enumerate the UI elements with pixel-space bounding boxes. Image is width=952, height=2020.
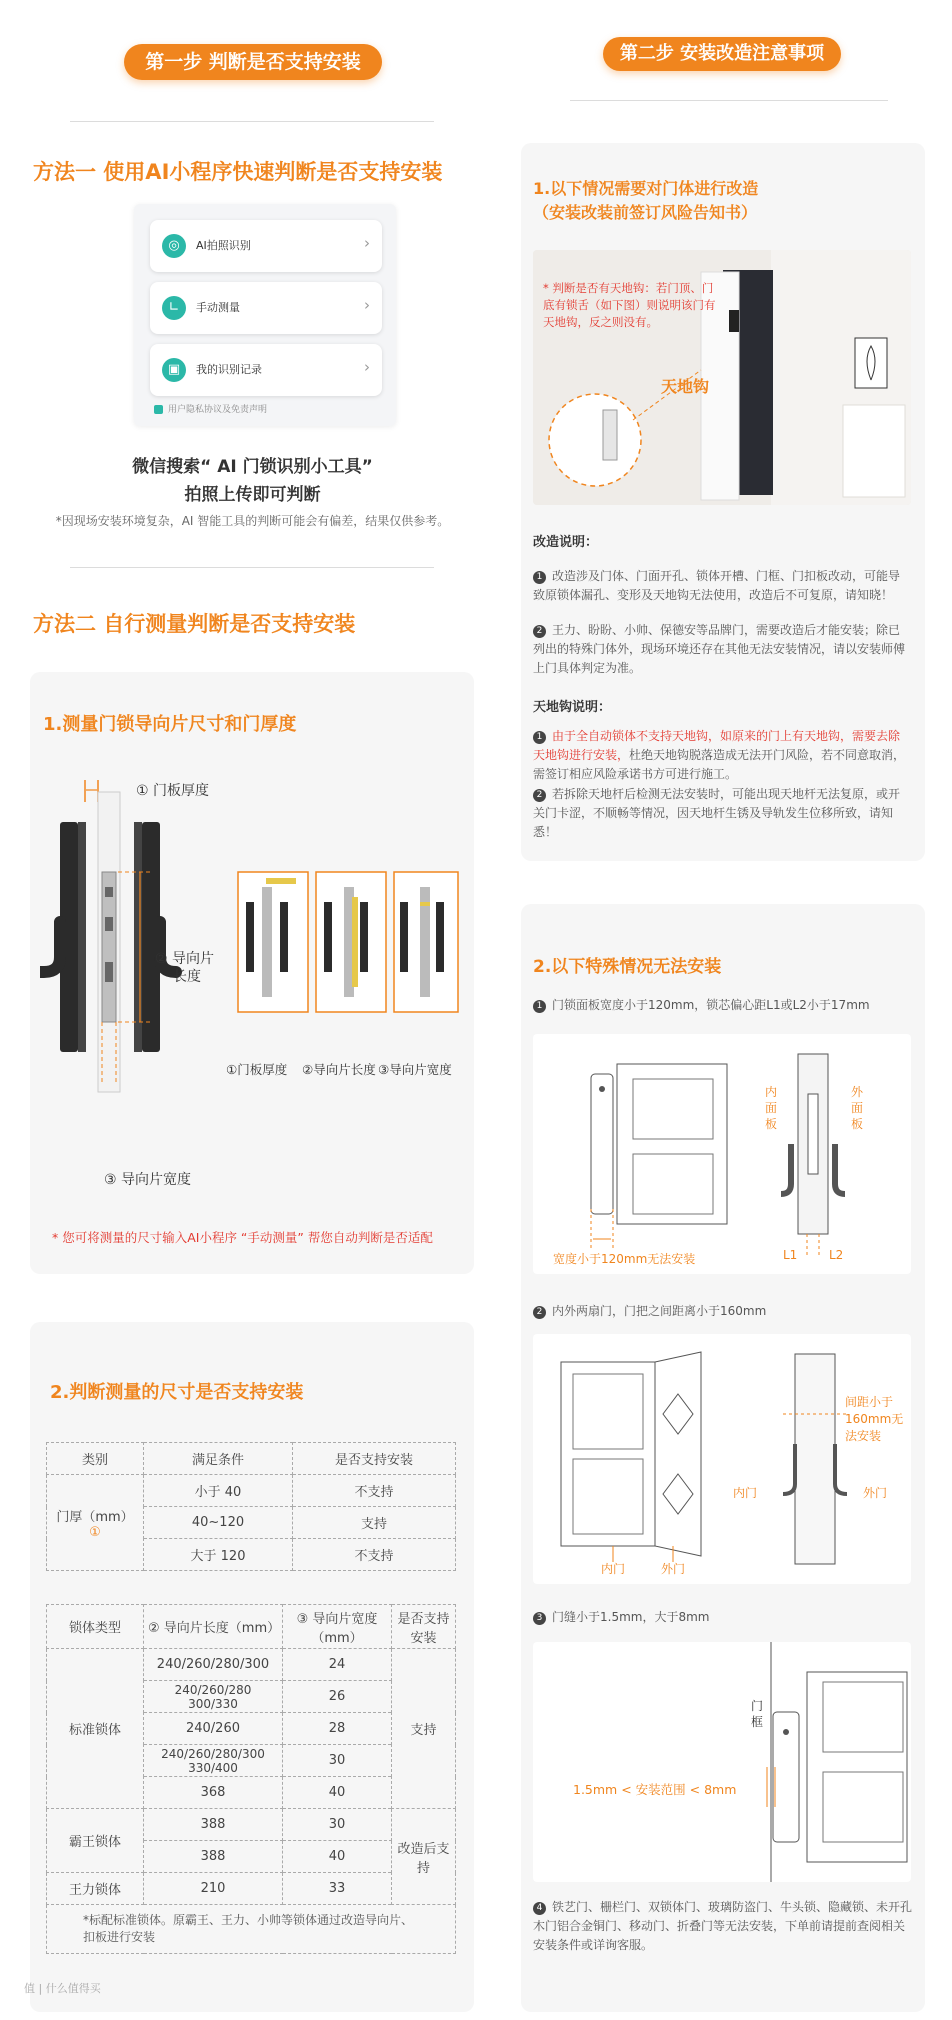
case-1-width-label: 宽度小于120mm无法安装 — [553, 1252, 696, 1266]
retrofit-title-2: （安装改装前签订风险告知书） — [533, 203, 758, 222]
case-1 — [533, 996, 913, 1015]
case-3-text: 门缝小于1.5mm，大于8mm — [552, 1610, 710, 1624]
privacy-checkbox[interactable] — [154, 405, 163, 414]
hook-item-1-red: 由于全自动锁体不支持天地钩，如原来的门上有天地钩，需要去除天地钩进行安装， — [533, 729, 901, 762]
door-gap-drawing — [533, 1642, 911, 1882]
retrofit-item-1 — [533, 567, 911, 605]
len-2: 240/260/280 300/330 — [144, 1681, 283, 1713]
case-2-inner-door: 内门 — [601, 1562, 626, 1576]
wid-2: 26 — [283, 1681, 392, 1713]
hook-item-2 — [533, 785, 911, 842]
photo-label-2: ②导向片长度 — [302, 1062, 376, 1077]
watermark: 值 | 什么值得买 — [24, 1982, 101, 1995]
measure-note: * 您可将测量的尺寸输入AI小程序 “手动测量” 帮您自动判断是否适配 — [52, 1230, 433, 1245]
type-wangli: 王力锁体 — [47, 1873, 144, 1905]
step1-pill — [124, 44, 382, 80]
photo-label-3: ③导向片宽度 — [378, 1062, 452, 1077]
method1-note: *因现场安装环境复杂，AI 智能工具的判断可能会有偏差，结果仅供参考。 — [55, 514, 450, 528]
label-plate-width: ③ 导向片宽度 — [104, 1172, 192, 1188]
camera-icon: ◎ — [162, 234, 186, 258]
case-1-l1: L1 — [783, 1248, 798, 1262]
len-3: 240/260 — [144, 1713, 283, 1745]
result-1: 不支持 — [293, 1475, 456, 1507]
case-1-outer-label: 外面板 — [851, 1085, 864, 1131]
retrofit-heading: 改造说明： — [533, 535, 599, 550]
case-2-gap-label: 间距小于160mm无法安装 — [845, 1395, 904, 1443]
divider — [70, 567, 434, 568]
number-1-icon: 1 — [533, 731, 546, 744]
type-standard: 标准锁体 — [47, 1649, 144, 1809]
th-support: 是否支持安装 — [392, 1605, 456, 1649]
case-2-outer-door: 外门 — [661, 1562, 686, 1576]
privacy-text[interactable]: 用户隐私协议及免责声明 — [168, 405, 268, 415]
manual-measure-item[interactable] — [150, 282, 382, 334]
len-6: 388 — [144, 1809, 283, 1841]
case-2-outer-small: 外门 — [863, 1486, 888, 1500]
case-4 — [533, 1898, 913, 1955]
step2-title: 第二步 安装改造注意事项 — [619, 43, 825, 64]
door-thickness-table — [46, 1442, 456, 1571]
case-1-inner-label: 内面板 — [765, 1085, 778, 1131]
th-support: 是否支持安装 — [293, 1443, 456, 1475]
label-plate-length — [155, 950, 214, 986]
wid-4: 30 — [283, 1745, 392, 1777]
mini-program-card — [134, 204, 396, 426]
chevron-right-icon: › — [364, 296, 370, 314]
retrofit-panel — [521, 143, 925, 861]
table-note: *标配标准锁体。原霸王、王力、小帅等锁体通过改造导向片、扣板进行安装 — [47, 1905, 456, 1954]
label-plate-length-1: ② 导向片 — [155, 951, 215, 967]
retrofit-item-2-text: 王力、盼盼、小帅、保德安等品牌门，需要改造后才能安装；除已列出的特殊门体外，现场环境还存在其他无法安装情况，请以安装师傅上门具体判定为准。 — [533, 623, 906, 675]
category-label: 门厚（mm） — [56, 1509, 134, 1525]
case-2-inner-small: 内门 — [733, 1486, 758, 1500]
hook-item-2-text: 若拆除天地杆后检测无法安装时，可能出现天地杆无法复原，或开关门卡涩，不顺畅等情况，因天地杆生锈及导轨发生位移所致，请知悉！ — [533, 787, 901, 839]
step1-title: 第一步 判断是否支持安装 — [145, 51, 361, 73]
th-category: 类别 — [47, 1443, 144, 1475]
retrofit-item-2 — [533, 621, 911, 678]
wid-8: 33 — [283, 1873, 392, 1905]
special-panel — [521, 904, 925, 2012]
len-7: 388 — [144, 1841, 283, 1873]
len-1: 240/260/280/300 — [144, 1649, 283, 1681]
len-8: 210 — [144, 1873, 283, 1905]
chevron-right-icon: › — [364, 358, 370, 376]
cond-1: 小于 40 — [144, 1475, 293, 1507]
measure-title: 1.测量门锁导向片尺寸和门厚度 — [43, 714, 297, 735]
case-1-l2: L2 — [829, 1248, 844, 1262]
case-1-diagram — [533, 1034, 911, 1274]
wid-1: 24 — [283, 1649, 392, 1681]
wid-5: 40 — [283, 1777, 392, 1809]
method1-title: 方法一 使用AI小程序快速判断是否支持安装 — [33, 160, 443, 184]
number-2-icon: 2 — [533, 625, 546, 638]
case-2-diagram — [533, 1334, 911, 1584]
number-2-icon: 2 — [533, 1306, 546, 1319]
record-item[interactable] — [150, 344, 382, 396]
len-5: 368 — [144, 1777, 283, 1809]
support-standard: 支持 — [392, 1649, 456, 1809]
divider — [70, 121, 434, 122]
result-2: 支持 — [293, 1507, 456, 1539]
special-title: 2.以下特殊情况无法安装 — [533, 957, 722, 977]
manual-measure-label: 手动测量 — [196, 301, 240, 314]
measure-panel — [30, 672, 474, 1274]
result-3: 不支持 — [293, 1539, 456, 1571]
retrofit-title-1: 1.以下情况需要对门体进行改造 — [533, 179, 759, 198]
number-2-icon: 2 — [533, 789, 546, 802]
search-line1: 微信搜索“ AI 门锁识别小工具” — [132, 457, 373, 477]
ruler-icon: ∟ — [162, 296, 186, 320]
case-3-frame-label: 门框 — [751, 1699, 764, 1729]
category-door-thickness — [47, 1475, 144, 1571]
cond-3: 大于 120 — [144, 1539, 293, 1571]
panel-width-drawing — [533, 1034, 911, 1274]
case-2 — [533, 1302, 913, 1321]
wid-3: 28 — [283, 1713, 392, 1745]
chevron-right-icon: › — [364, 234, 370, 252]
heaven-earth-hook-photo — [533, 250, 911, 505]
hook-heading: 天地钩说明： — [533, 700, 612, 715]
retrofit-title — [533, 177, 758, 225]
case-3-range-label: 1.5mm < 安装范围 < 8mm — [573, 1782, 737, 1797]
type-bawang: 霸王锁体 — [47, 1809, 144, 1873]
th-plate-width: ③ 导向片宽度（mm） — [283, 1605, 392, 1649]
len-4: 240/260/280/300 330/400 — [144, 1745, 283, 1777]
case-2-text: 内外两扇门，门把之间距离小于160mm — [552, 1304, 767, 1318]
number-1-icon: 1 — [533, 1000, 546, 1013]
retrofit-item-1-text: 改造涉及门体、门面开孔、锁体开槽、门框、门扣板改动，可能导致原锁体漏孔、变形及天地钩无法使用，改造后不可复原，请知晓！ — [533, 569, 901, 602]
lock-body-table — [46, 1604, 456, 1954]
ai-photo-item[interactable] — [150, 220, 382, 272]
support-retrofit: 改造后支持 — [392, 1809, 456, 1905]
hook-item-1-rest: 杜绝天地钩脱落造成无法开门风险，若不同意取消，需签订相应风险承诺书方可进行施工。 — [533, 748, 906, 781]
step2-pill — [603, 37, 841, 71]
case-3 — [533, 1608, 913, 1627]
cond-2: 40~120 — [144, 1507, 293, 1539]
wid-7: 40 — [283, 1841, 392, 1873]
photo-label-1: ①门板厚度 — [226, 1062, 288, 1077]
category-mark: ① — [89, 1524, 101, 1540]
case-3-diagram — [533, 1642, 911, 1882]
case-1-text: 门锁面板宽度小于120mm，锁芯偏心距L1或L2小于17mm — [552, 998, 870, 1012]
double-door-drawing — [533, 1334, 911, 1584]
lock-diagram — [40, 772, 460, 1102]
method2-title: 方法二 自行测量判断是否支持安装 — [33, 612, 356, 636]
record-label: 我的识别记录 — [196, 363, 262, 376]
hook-label: 天地钩 — [661, 377, 710, 396]
th-condition: 满足条件 — [144, 1443, 293, 1475]
ai-photo-label: AI拍照识别 — [196, 239, 251, 252]
number-3-icon: 3 — [533, 1612, 546, 1625]
label-plate-length-2: 长度 — [173, 969, 201, 985]
record-icon: ▣ — [162, 358, 186, 382]
hook-note: * 判断是否有天地钩：若门顶、门底有锁舌（如下图）则说明该门有天地钩，反之则没有。 — [543, 281, 716, 329]
number-4-icon: 4 — [533, 1902, 546, 1915]
judge-panel — [30, 1322, 474, 2012]
judge-title: 2.判断测量的尺寸是否支持安装 — [50, 1382, 304, 1403]
hook-item-1 — [533, 727, 911, 784]
label-door-thickness: ① 门板厚度 — [136, 783, 210, 799]
divider — [570, 100, 888, 101]
search-line2: 拍照上传即可判断 — [184, 485, 321, 505]
number-1-icon: 1 — [533, 571, 546, 584]
th-plate-length: ② 导向片长度（mm） — [144, 1605, 283, 1649]
wid-6: 30 — [283, 1809, 392, 1841]
case-4-text: 铁艺门、栅栏门、双锁体门、玻璃防盗门、牛头锁、隐藏锁、未开孔木门铝合金铜门、移动门、折叠门等无法安装，下单前请提前查阅相关安装条件或详询客服。 — [533, 1900, 913, 1952]
th-lock-type: 锁体类型 — [47, 1605, 144, 1649]
